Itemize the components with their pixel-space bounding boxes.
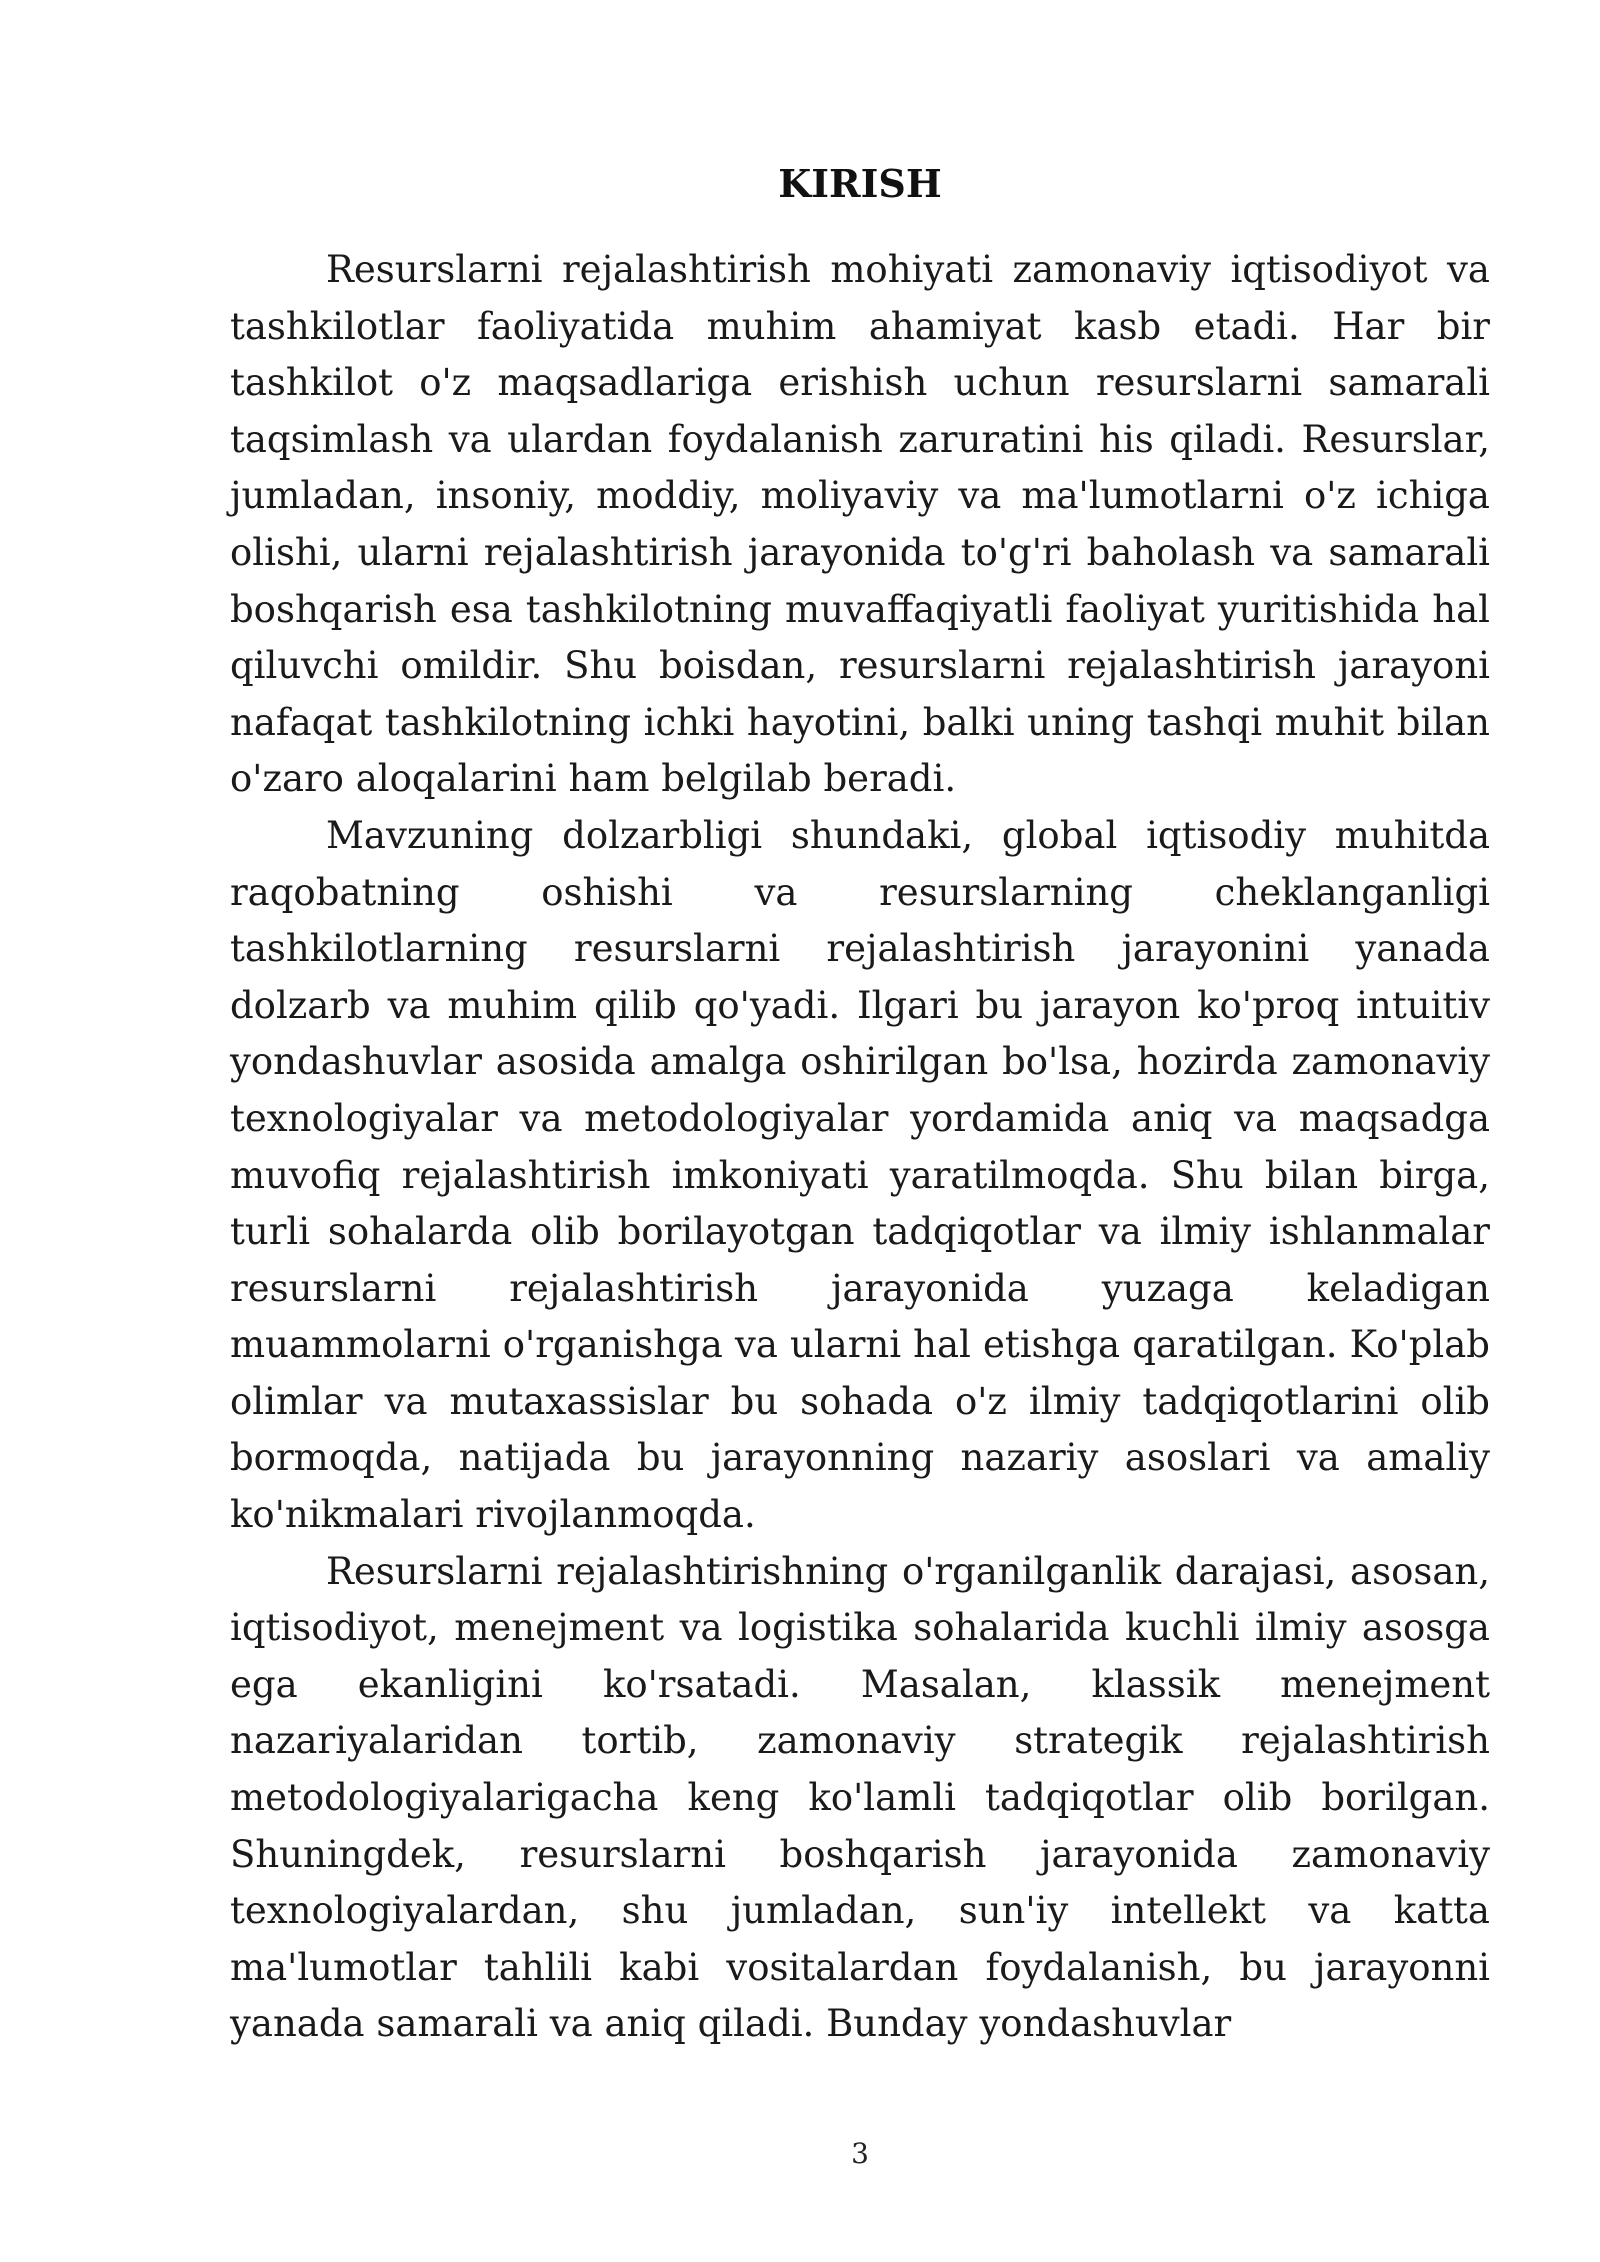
paragraph-1: Resurslarni rejalashtirish mohiyati zamonaviy iqtisodiyot va tashkilotlar faoliyatida muhim ahamiyat kasb etadi. Har bir tashkilot o'z maqsadlariga erishish uchun resurslarni samarali taqsimlash va ulardan foydalanish zaruratini his qiladi. Resurslar, jumladan, insoniy, moddiy, moliyaviy va ma'lumotlarni o'z ichiga olishi, ularni rejalashtirish jarayonida to'g'ri baholash va samarali boshqarish esa tashkilotning muvaffaqiyatli faoliyat yuritishida hal qiluvchi omildir. Shu boisdan, resurslarni rejalashtirish jarayoni nafaqat tashkilotning ichki hayotini, balki uning tashqi muhit bilan o'zaro aloqalarini ham belgilab beradi.	[230, 248, 1490, 801]
page-number: 3	[851, 2137, 869, 2170]
paragraph-3: Resurslarni rejalashtirishning o'rganilganlik darajasi, asosan, iqtisodiyot, menejment va logistika sohalarida kuchli ilmiy asosga ega ekanligini ko'rsatadi. Masalan, klassik menejment nazariyalaridan tortib, zamonaviy strategik rejalashtirish metodologiyalarigacha keng ko'lamli tadqiqotlar olib borilgan. Shuningdek, resurslarni boshqarish jarayonida zamonaviy texnologiyalardan, shu jumladan, sun'iy intellekt va katta ma'lumotlar tahlili kabi vositalardan foydalanish, bu jarayonni yanada samarali va aniq qiladi. Bunday yondashuvlar	[230, 1549, 1490, 2046]
page-title: KIRISH	[778, 161, 942, 206]
paragraph-2: Mavzuning dolzarbligi shundaki, global iqtisodiy muhitda raqobatning oshishi va resurslarning cheklanganligi tashkilotlarning resurslarni rejalashtirish jarayonini yanada dolzarb va muhim qilib qo'yadi. Ilgari bu jarayon ko'proq intuitiv yondashuvlar asosida amalga oshirilgan bo'lsa, hozirda zamonaviy texnologiyalar va metodologiyalar yordamida aniq va maqsadga muvofiq rejalashtirish imkoniyati yaratilmoqda. Shu bilan birga, turli sohalarda olib borilayotgan tadqiqotlar va ilmiy ishlanmalar resurslarni rejalashtirish jarayonida yuzaga keladigan muammolarni o'rganishga va ularni hal etishga qaratilgan. Ko'plab olimlar va mutaxassislar bu sohada o'z ilmiy tadqiqotlarini olib bormoqda, natijada bu jarayonning nazariy asoslari va amaliy ko'nikmalari rivojlanmoqda.	[230, 813, 1490, 1537]
body-text	[230, 242, 1490, 2053]
